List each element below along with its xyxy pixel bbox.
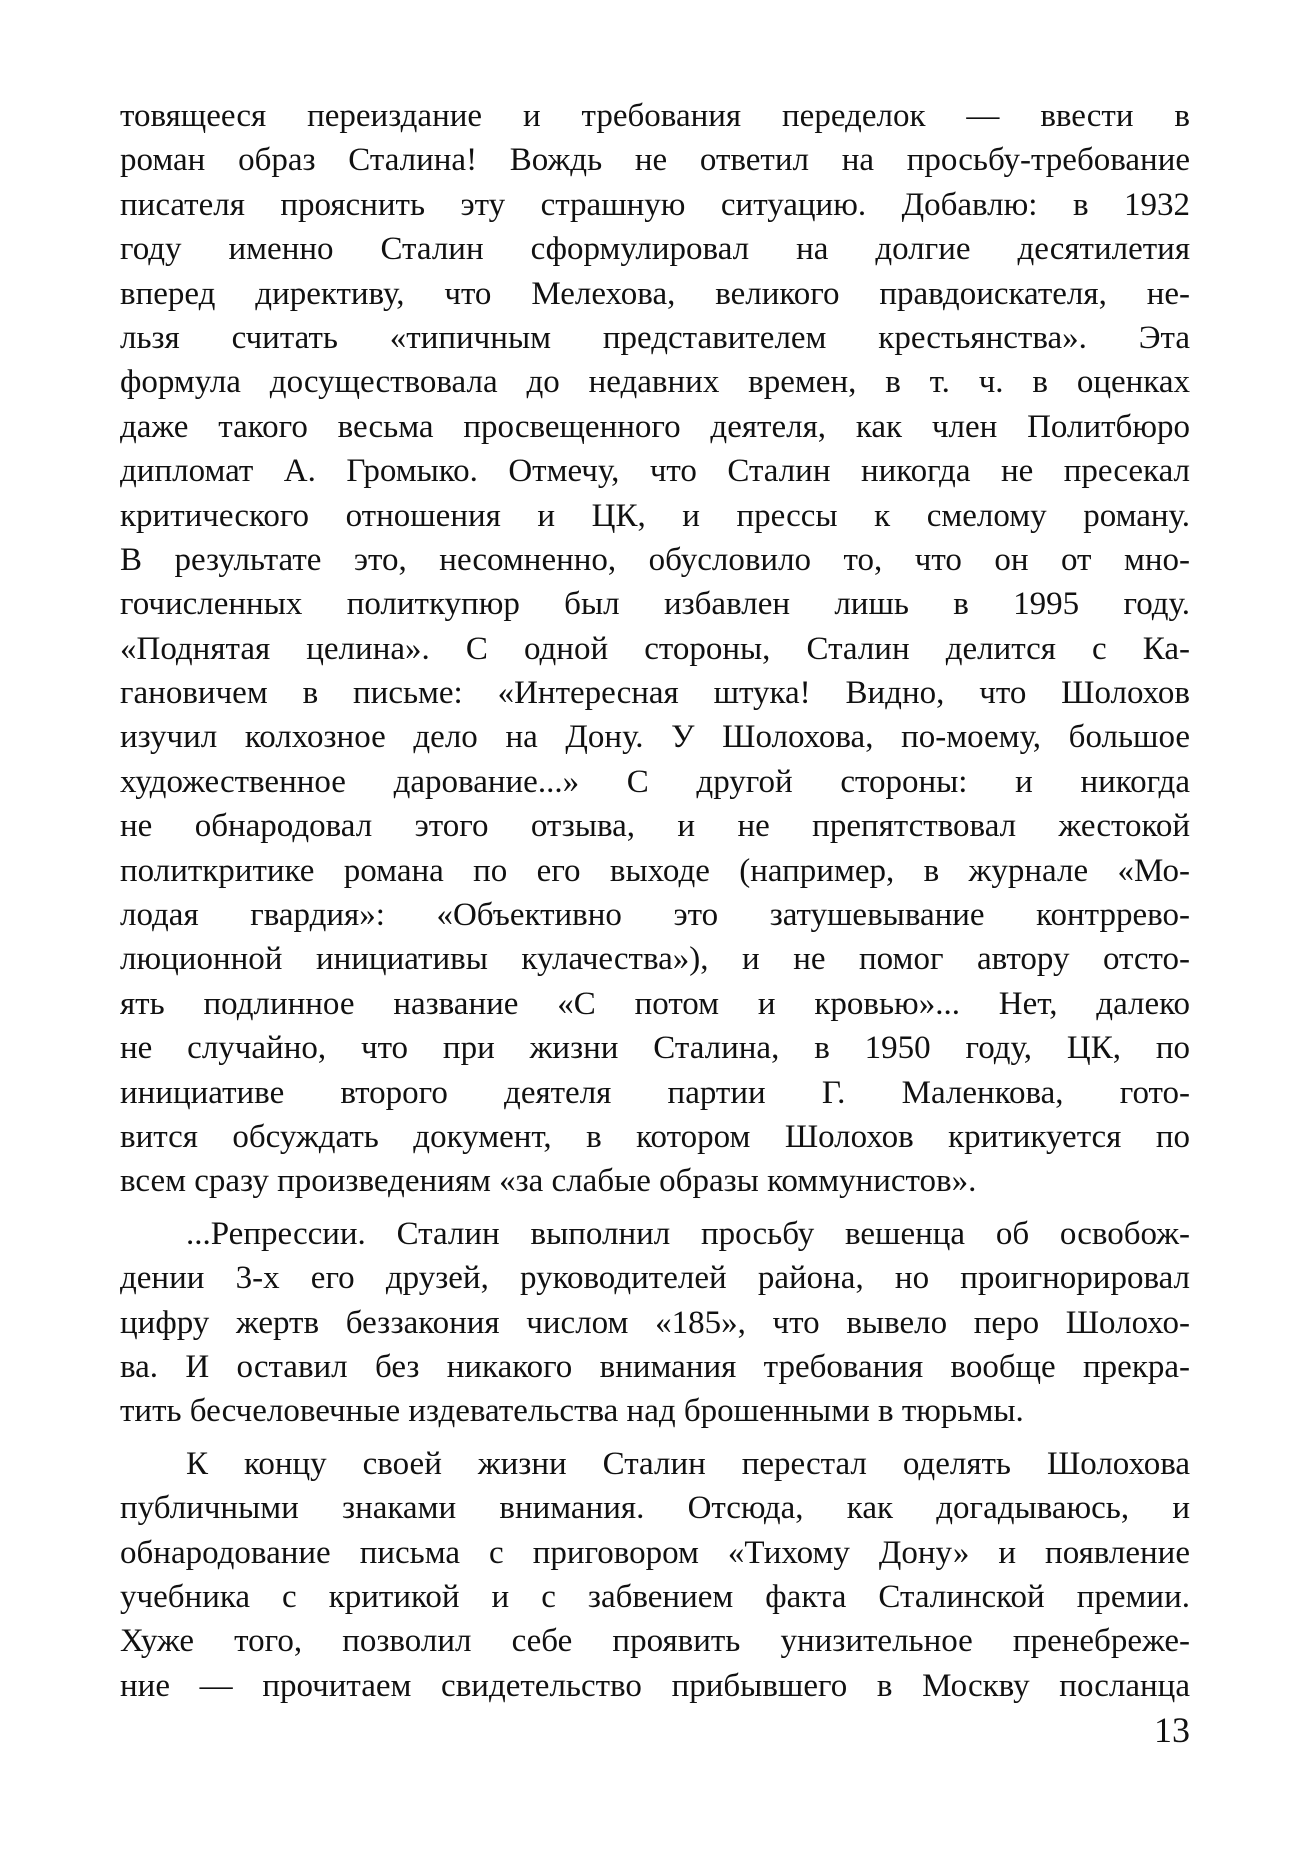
text-line: товящееся переиздание и требования переделок — ввести в	[120, 98, 1190, 134]
text-line: формула досуществовала до недавних времен, в т. ч. в оценках	[120, 364, 1190, 401]
text-line: ние — прочитаем свидетельство прибывшего в Москву посланца	[120, 1667, 1190, 1704]
text-line: лодая гвардия»: «Объективно это затушевывание контррево-	[120, 897, 1190, 934]
text-line: политкритике романа по его выходе (например, в журнале «Мо-	[120, 852, 1190, 889]
text-line: не обнародовал этого отзыва, и не препятствовал жестокой	[120, 808, 1190, 845]
paragraph	[120, 1212, 1190, 1434]
text-line: роман образ Сталина! Вождь не ответил на просьбу-требование	[120, 142, 1190, 179]
text-line: К концу своей жизни Сталин перестал оделять Шолохова	[186, 1445, 1190, 1482]
text-line: гановичем в письме: «Интересная штука! Видно, что Шолохов	[120, 675, 1190, 712]
text-line: люционной инициативы кулачества»), и не помог автору отсто-	[120, 941, 1190, 978]
text-line: тить бесчеловечные издевательства над брошенными в тюрьмы.	[120, 1393, 1024, 1430]
text-line: ...Репрессии. Сталин выполнил просьбу вешенца об освобож-	[186, 1215, 1190, 1252]
text-line: инициативе второго деятеля партии Г. Маленкова, гото-	[120, 1074, 1190, 1111]
paragraph	[120, 94, 1190, 1204]
paragraph-gap	[120, 1204, 1190, 1212]
text-line: критического отношения и ЦК, и прессы к смелому роману.	[120, 497, 1190, 534]
text-line: обнародование письма с приговором «Тихому Дону» и появление	[120, 1534, 1190, 1571]
text-line: даже такого весьма просвещенного деятеля, как член Политбюро	[120, 408, 1190, 445]
paragraph-gap	[120, 1434, 1190, 1442]
text-line: «Поднятая целина». С одной стороны, Сталин делится с Ка-	[120, 630, 1190, 667]
text-line: художественное дарование...» С другой стороны: и никогда	[120, 763, 1190, 800]
page-body	[120, 94, 1190, 1708]
text-line: льзя считать «типичным представителем крестьянства». Эта	[120, 319, 1190, 356]
page-number: 13	[1154, 1710, 1190, 1750]
text-line: В результате это, несомненно, обусловило то, что он от мно-	[120, 541, 1190, 578]
text-line: дении 3-х его друзей, руководителей района, но проигнорировал	[120, 1260, 1190, 1297]
text-line: изучил колхозное дело на Дону. У Шолохова, по-моему, большое	[120, 719, 1190, 756]
text-line: публичными знаками внимания. Отсюда, как догадываюсь, и	[120, 1490, 1190, 1527]
text-line: цифру жертв беззакония числом «185», что вывело перо Шолохо-	[120, 1304, 1190, 1341]
text-line: вперед директиву, что Мелехова, великого правдоискателя, не-	[120, 275, 1190, 312]
text-line: ва. И оставил без никакого внимания требования вообще прекра-	[120, 1348, 1190, 1385]
paragraph	[120, 1442, 1190, 1708]
text-line: учебника с критикой и с забвением факта Сталинской премии.	[120, 1578, 1190, 1615]
text-line: году именно Сталин сформулировал на долгие десятилетия	[120, 231, 1190, 268]
text-line: писателя прояснить эту страшную ситуацию. Добавлю: в 1932	[120, 186, 1190, 223]
text-line: всем сразу произведениям «за слабые образы коммунистов».	[120, 1163, 977, 1200]
text-line: ять подлинное название «С потом и кровью»... Нет, далеко	[120, 985, 1190, 1022]
text-line: гочисленных политкупюр был избавлен лишь в 1995 году.	[120, 586, 1190, 623]
text-line: вится обсуждать документ, в котором Шолохов критикуется по	[120, 1118, 1190, 1155]
text-line: Хуже того, позволил себе проявить унизительное пренебреже-	[120, 1623, 1190, 1660]
text-line: не случайно, что при жизни Сталина, в 1950 году, ЦК, по	[120, 1030, 1190, 1067]
text-line: дипломат А. Громыко. Отмечу, что Сталин никогда не пресекал	[120, 453, 1190, 490]
